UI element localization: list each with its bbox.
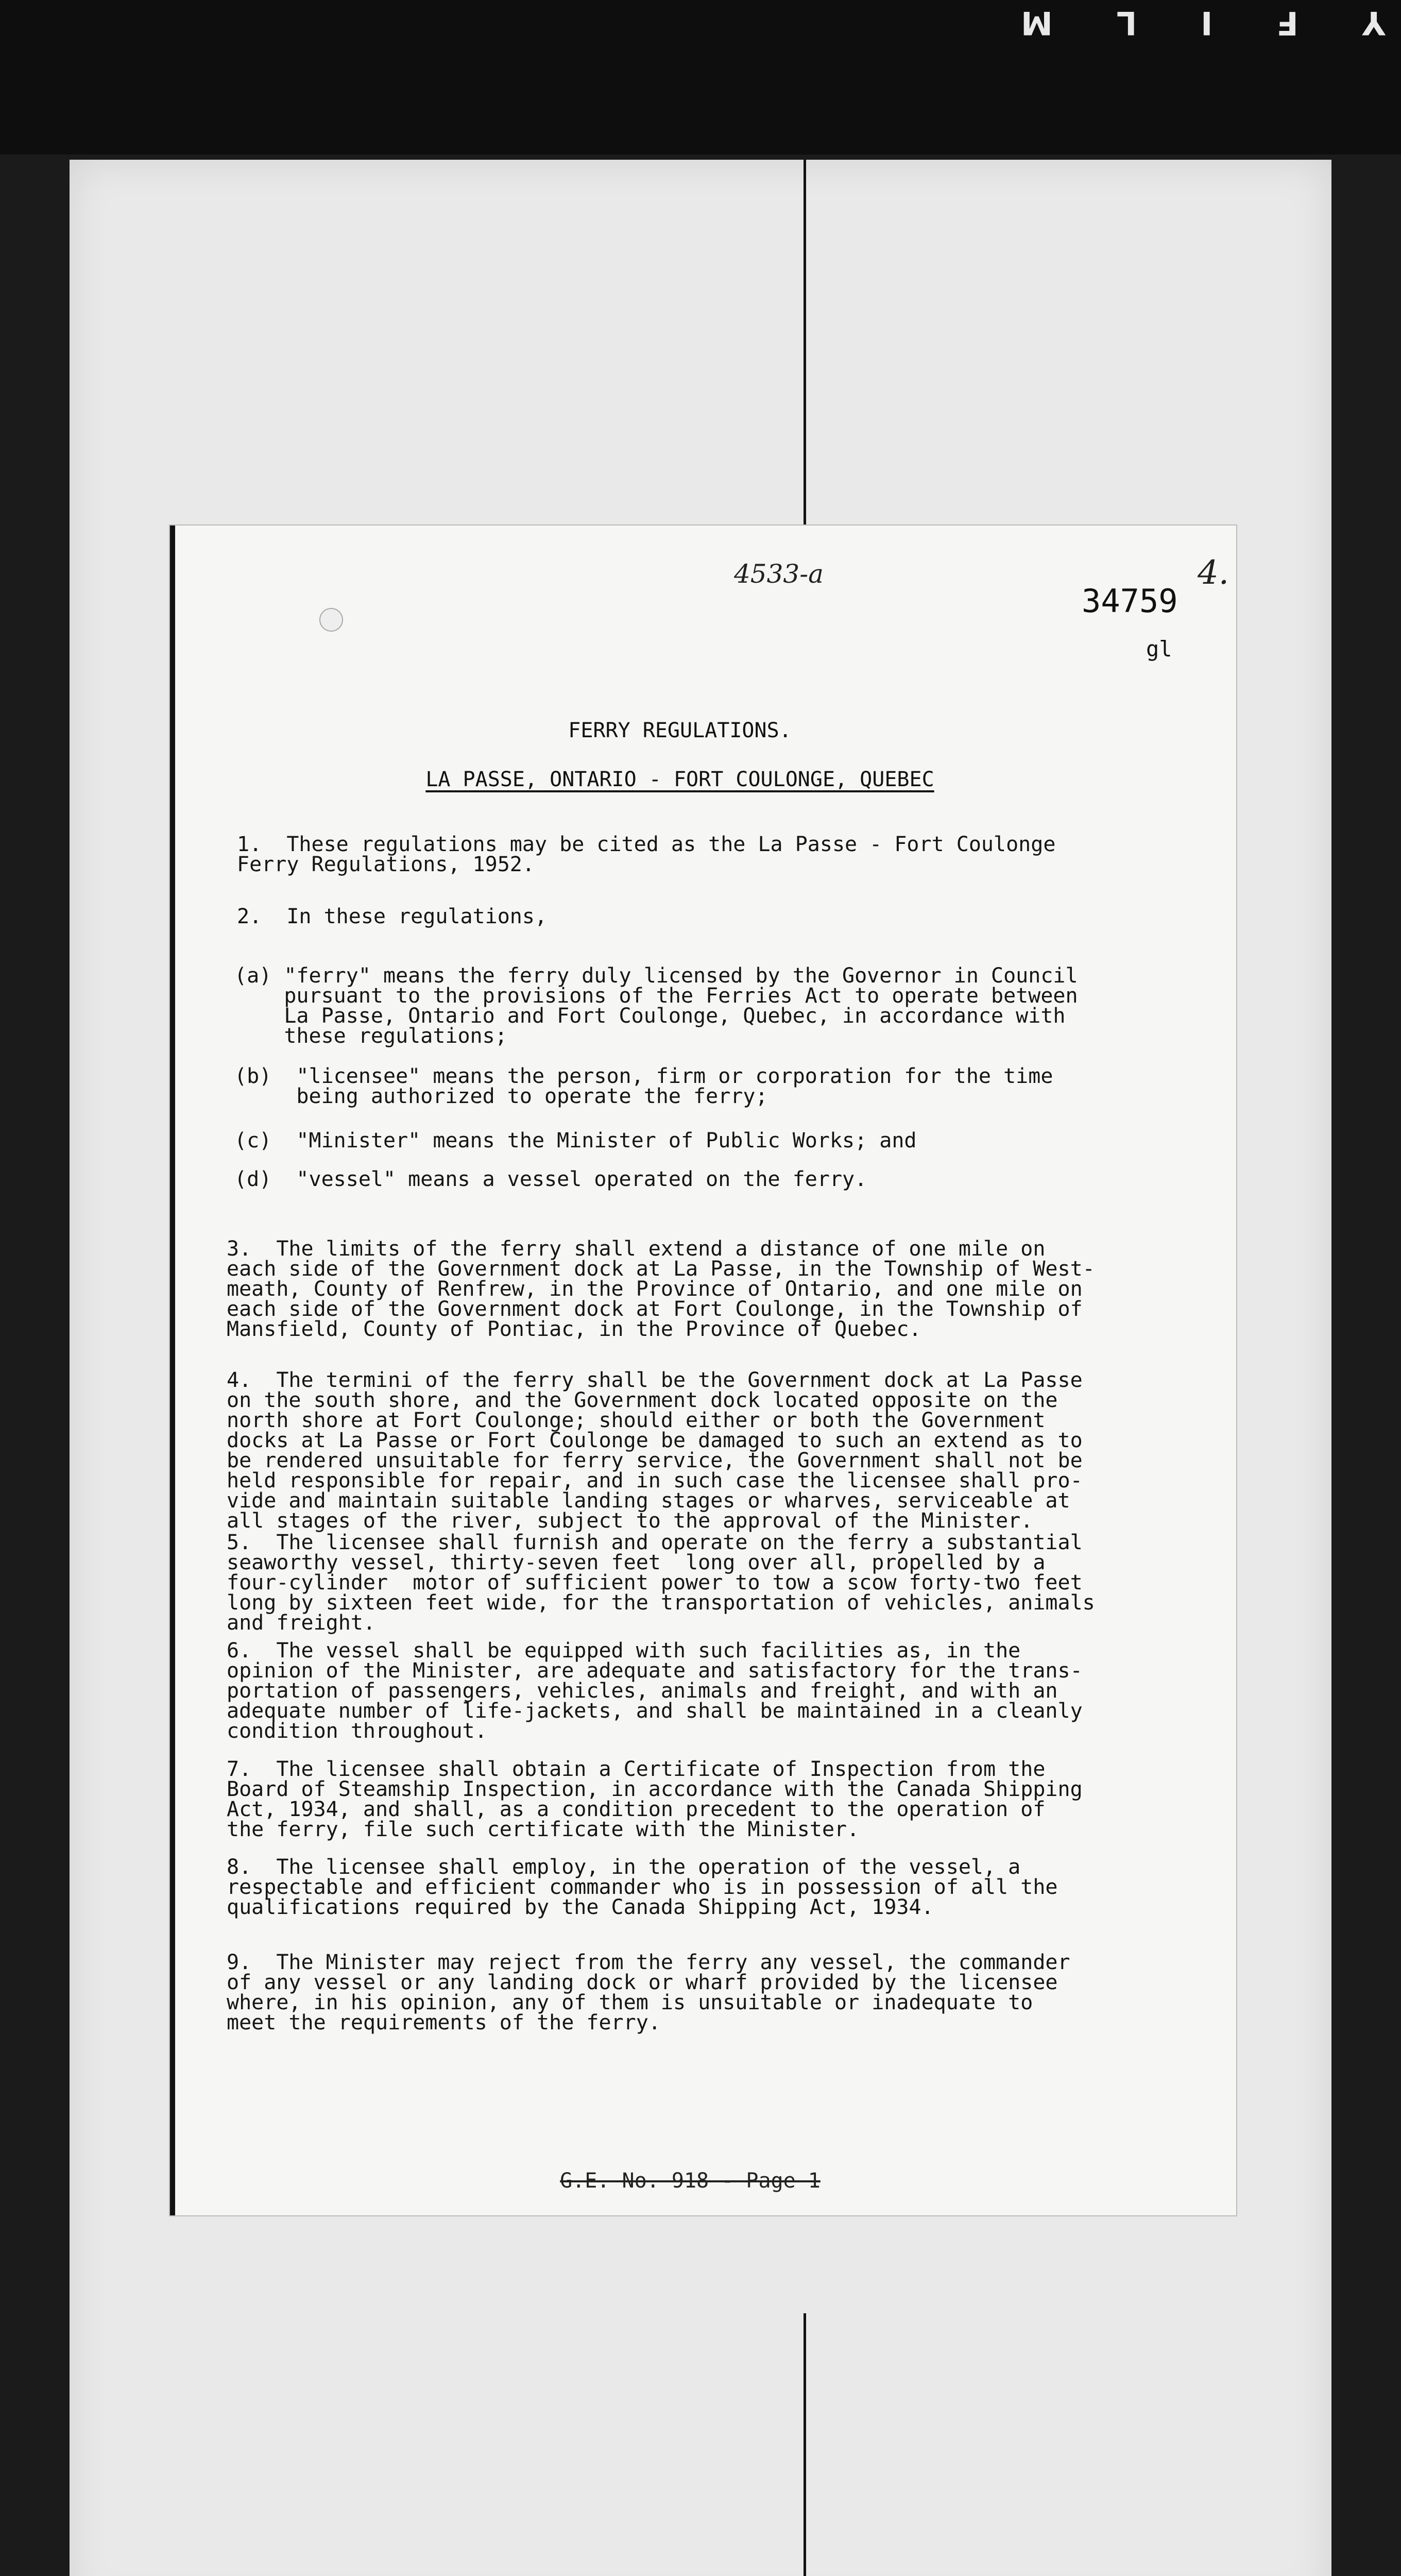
handwritten-page-number: 4. bbox=[1198, 554, 1229, 592]
clause-line: adequate number of life-jackets, and shall be maintained in a cleanly bbox=[227, 1699, 1083, 1723]
clause-line: 3. The limits of the ferry shall extend a distance of one mile on bbox=[227, 1237, 1046, 1261]
clause-line: 4. The termini of the ferry shall be the Government dock at La Passe bbox=[227, 1368, 1083, 1392]
regulation-clause bbox=[234, 1131, 917, 1151]
footer-reference: G.E. No. 918 - Page 1 bbox=[560, 2169, 821, 2193]
punch-hole bbox=[319, 608, 343, 632]
clause-line: each side of the Government dock at La Passe, in the Township of West- bbox=[227, 1257, 1095, 1281]
clause-line: be rendered unsuitable for ferry service, the Government shall not be bbox=[227, 1449, 1083, 1472]
clause-line: pursuant to the provisions of the Ferries Act to operate between bbox=[234, 984, 1078, 1008]
clause-line: on the south shore, and the Government dock located opposite on the bbox=[227, 1388, 1058, 1412]
typist-initials: gl bbox=[1146, 636, 1172, 662]
regulation-clause bbox=[227, 1533, 1095, 1633]
clause-line: 1. These regulations may be cited as the La Passe - Fort Coulonge bbox=[237, 833, 1056, 856]
film-mark: Y bbox=[1360, 4, 1386, 42]
clause-line: seaworthy vessel, thirty-seven feet long over all, propelled by a bbox=[227, 1551, 1046, 1574]
clause-line: 9. The Minister may reject from the ferry any vessel, the commander bbox=[227, 1951, 1070, 1974]
regulation-clause bbox=[234, 1066, 1053, 1107]
clause-line: docks at La Passe or Fort Coulonge be damaged to such an extend as to bbox=[227, 1429, 1083, 1452]
regulation-clause bbox=[227, 1370, 1083, 1531]
clause-line: (c) "Minister" means the Minister of Public Works; and bbox=[234, 1129, 917, 1153]
clause-line: each side of the Government dock at Fort Coulonge, in the Township of bbox=[227, 1297, 1083, 1321]
clause-line: respectable and efficient commander who is in possession of all the bbox=[227, 1875, 1058, 1899]
clause-line: opinion of the Minister, are adequate and satisfactory for the trans- bbox=[227, 1659, 1083, 1683]
clause-line: qualifications required by the Canada Shipping Act, 1934. bbox=[227, 1895, 934, 1919]
clause-line: held responsible for repair, and in such case the licensee shall pro- bbox=[227, 1469, 1083, 1493]
regulation-clause bbox=[227, 1953, 1070, 2033]
regulation-clause bbox=[234, 966, 1078, 1046]
clause-line: where, in his opinion, any of them is unsuitable or inadequate to bbox=[227, 1991, 1033, 2014]
clause-line: meet the requirements of the ferry. bbox=[227, 2011, 661, 2035]
film-edge-marks bbox=[1019, 0, 1386, 46]
clause-line: north shore at Fort Coulonge; should either or both the Government bbox=[227, 1409, 1046, 1432]
clause-line: 5. The licensee shall furnish and operate on the ferry a substantial bbox=[227, 1531, 1083, 1554]
clause-line: long by sixteen feet wide, for the transportation of vehicles, animals bbox=[227, 1591, 1095, 1615]
page-footer bbox=[175, 2169, 1205, 2193]
clause-line: of any vessel or any landing dock or wharf provided by the licensee bbox=[227, 1971, 1058, 1994]
clause-line: Act, 1934, and shall, as a condition precedent to the operation of bbox=[227, 1798, 1046, 1821]
fold-line bbox=[804, 160, 806, 526]
clause-line: these regulations; bbox=[234, 1024, 507, 1048]
clause-line: four-cylinder motor of sufficient power to tow a scow forty-two feet bbox=[227, 1571, 1083, 1595]
document-subtitle: LA PASSE, ONTARIO - FORT COULONGE, QUEBEC bbox=[425, 768, 934, 791]
fold-line bbox=[804, 2313, 806, 2576]
film-mark: F bbox=[1274, 4, 1299, 42]
clause-line: and freight. bbox=[227, 1611, 375, 1635]
clause-line: vide and maintain suitable landing stages or wharves, serviceable at bbox=[227, 1489, 1070, 1513]
clause-line: 6. The vessel shall be equipped with such facilities as, in the bbox=[227, 1639, 1021, 1663]
clause-line: meath, County of Renfrew, in the Province of Ontario, and one mile on bbox=[227, 1277, 1083, 1301]
regulation-clause bbox=[227, 1239, 1095, 1340]
document-page bbox=[170, 526, 1236, 2215]
clause-line: 7. The licensee shall obtain a Certificate of Inspection from the bbox=[227, 1757, 1046, 1781]
regulation-clause bbox=[227, 1759, 1083, 1840]
regulation-clause bbox=[227, 1641, 1083, 1741]
regulation-clause bbox=[227, 1857, 1058, 1918]
regulation-clause bbox=[237, 835, 1055, 875]
clause-line: all stages of the river, subject to the approval of the Minister. bbox=[227, 1509, 1033, 1533]
clause-line: being authorized to operate the ferry; bbox=[234, 1084, 768, 1108]
clause-line: Ferry Regulations, 1952. bbox=[237, 853, 535, 876]
film-mark: M bbox=[1019, 4, 1053, 42]
regulation-clause bbox=[237, 907, 547, 927]
film-strip bbox=[0, 0, 1401, 155]
document-title: FERRY REGULATIONS. bbox=[568, 719, 792, 742]
regulation-clause bbox=[234, 1167, 867, 1191]
clause-line: (d) "vessel" means a vessel operated on the ferry. bbox=[234, 1167, 867, 1191]
clause-line: (b) "licensee" means the person, firm or corporation for the time bbox=[234, 1064, 1053, 1088]
clause-line: La Passe, Ontario and Fort Coulonge, Quebec, in accordance with bbox=[234, 1004, 1066, 1028]
clause-line: 2. In these regulations, bbox=[237, 905, 548, 928]
film-mark: I bbox=[1199, 4, 1213, 42]
clause-line: Board of Steamship Inspection, in accordance with the Canada Shipping bbox=[227, 1777, 1083, 1801]
clause-line: Mansfield, County of Pontiac, in the Province of Quebec. bbox=[227, 1317, 921, 1341]
clause-line: 8. The licensee shall employ, in the operation of the vessel, a bbox=[227, 1855, 1021, 1879]
clause-line: condition throughout. bbox=[227, 1719, 487, 1743]
clause-line: portation of passengers, vehicles, animals and freight, and with an bbox=[227, 1679, 1058, 1703]
film-mark: L bbox=[1115, 4, 1137, 42]
clause-line: (a) "ferry" means the ferry duly licensed by the Governor in Council bbox=[234, 964, 1078, 988]
stamp-number: 34759 bbox=[1082, 582, 1178, 620]
clause-line: the ferry, file such certificate with the Minister. bbox=[227, 1818, 860, 1841]
handwritten-reference: 4533-a bbox=[734, 559, 824, 589]
